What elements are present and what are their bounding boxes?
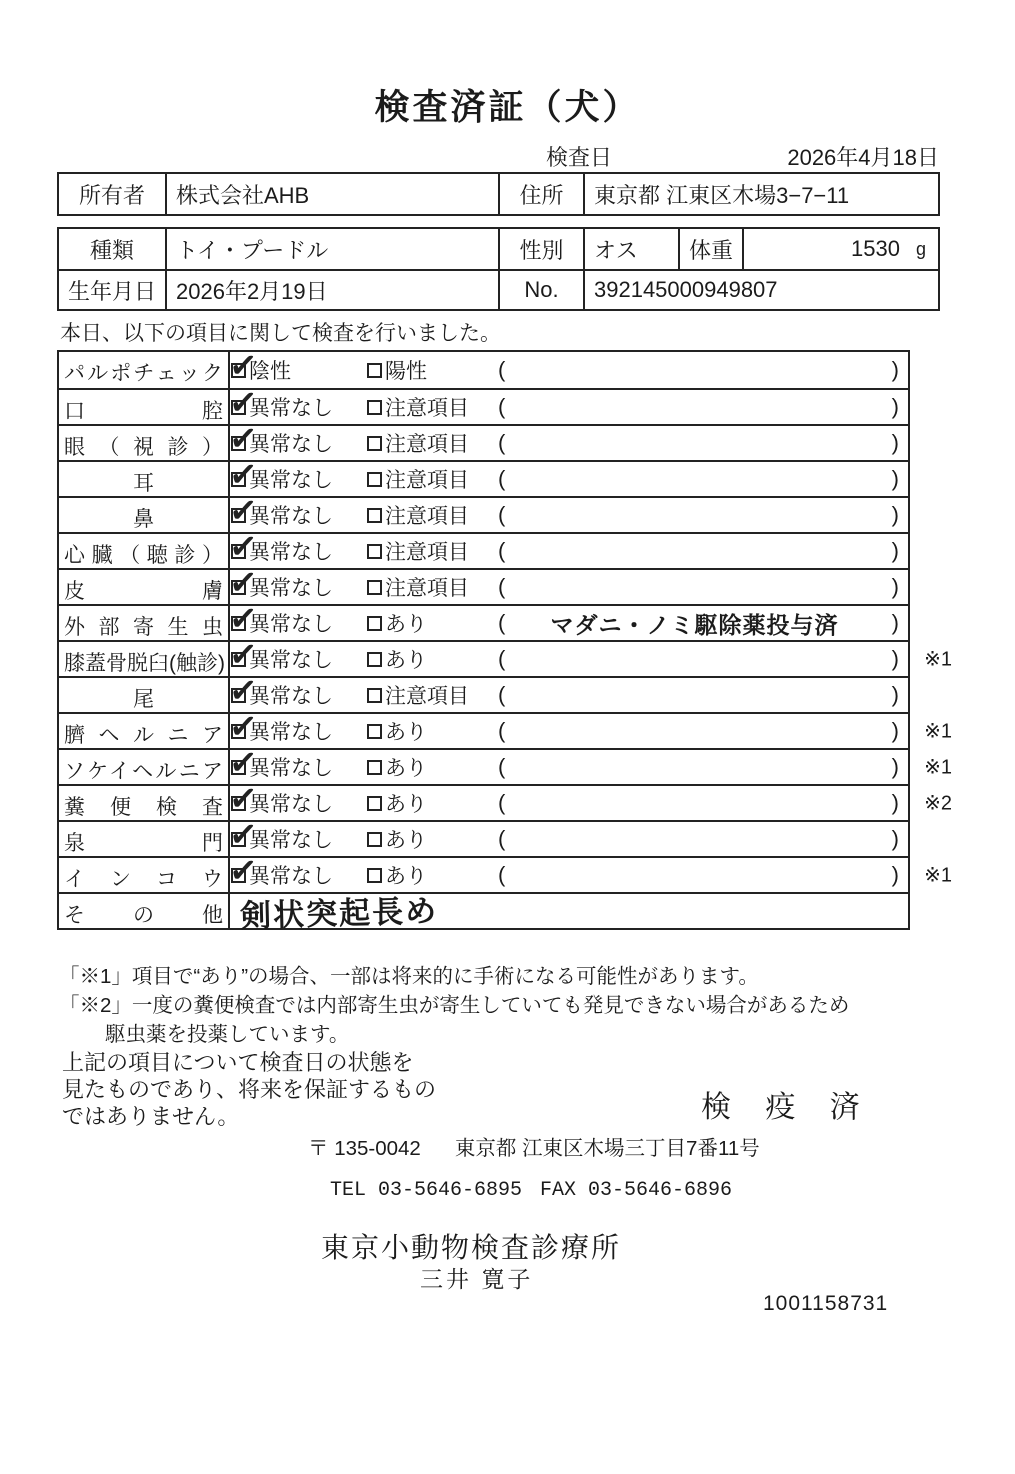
checkmark-icon: ✓ <box>227 778 260 819</box>
result-option-1 <box>227 850 333 892</box>
exam-item-label: 心臓（聴診） <box>59 534 230 568</box>
paren-close: ) <box>891 862 899 887</box>
exam-row <box>59 814 908 856</box>
disclaimer-line-1: 上記の項目について検査日の状態を <box>62 1050 414 1075</box>
exam-item-label: 糞便検査 <box>59 786 230 820</box>
checkbox-icon <box>227 670 260 711</box>
result-option-1-label: 異常なし <box>249 397 333 420</box>
result-option-2 <box>367 352 427 388</box>
result-option-2 <box>367 606 427 640</box>
result-option-2 <box>367 642 427 676</box>
clinic-postal-line <box>308 1131 760 1161</box>
exam-item-result <box>227 850 908 892</box>
checkbox-icon <box>227 598 260 639</box>
result-option-2-label: あり <box>385 865 427 888</box>
result-option-2-label: 注意項目 <box>385 433 469 456</box>
exam-row <box>59 892 908 934</box>
result-option-1 <box>227 670 333 712</box>
result-option-1 <box>227 598 333 640</box>
result-option-2-label: 注意項目 <box>385 397 469 420</box>
result-option-1-label: 異常なし <box>249 829 333 852</box>
exam-item-label: 外部寄生虫 <box>59 606 230 640</box>
exam-item-result <box>227 706 908 748</box>
checkmark-icon: ✓ <box>227 814 260 855</box>
footnote-1: 「※1」項目で“あり”の場合、一部は将来的に手術になる可能性があります。 <box>59 965 759 988</box>
result-option-1-label: 異常なし <box>249 721 333 744</box>
paren-open: ( <box>498 718 506 743</box>
pet-species-row <box>59 229 938 269</box>
footnote-2-continued: 駆虫薬を投薬しています。 <box>105 1023 350 1046</box>
result-option-2-label: 陽性 <box>385 360 427 383</box>
result-option-2 <box>367 750 427 784</box>
exam-item-result <box>227 490 908 532</box>
result-option-2 <box>367 534 469 568</box>
weight-label: 体重 <box>678 229 742 269</box>
intro-sentence: 本日、以下の項目に関して検査を行いました。 <box>60 322 501 345</box>
owner-row <box>59 174 938 214</box>
result-option-1 <box>227 562 333 604</box>
exam-row <box>59 454 908 496</box>
paren-close: ) <box>891 754 899 779</box>
result-option-1-label: 異常なし <box>249 433 333 456</box>
clinic-tel: TEL 03-5646-6895 <box>330 1179 523 1202</box>
paren-open: ( <box>498 826 506 851</box>
serial-number: 1001158731 <box>763 1292 889 1315</box>
sex-value: オス <box>583 229 678 269</box>
checkbox-icon <box>367 400 382 415</box>
birthdate-label: 生年月日 <box>67 278 156 304</box>
exam-item-label: 皮膚 <box>59 570 230 604</box>
result-option-2-label: あり <box>385 649 427 672</box>
result-option-2-label: あり <box>385 829 427 852</box>
result-option-2-label: あり <box>385 721 427 744</box>
checkbox-icon <box>367 832 382 847</box>
checkbox-icon <box>367 363 382 378</box>
owner-address-value: 東京都 江東区木場3−7−11 <box>583 174 938 214</box>
exam-item-label: 鼻 <box>59 498 230 532</box>
result-option-2 <box>367 678 469 712</box>
footnote-reference: ※1 <box>924 648 952 671</box>
paren-open: ( <box>498 646 506 671</box>
exam-row <box>59 562 908 604</box>
exam-row <box>59 634 952 676</box>
result-option-2 <box>367 786 427 820</box>
checkbox-icon <box>227 454 260 495</box>
exam-item-result <box>227 814 908 856</box>
exam-item-result <box>227 454 908 496</box>
result-option-1 <box>227 418 333 460</box>
disclaimer-line-2: 見たものであり、将来を保証するもの <box>62 1077 437 1102</box>
paren-open: ( <box>498 357 506 382</box>
weight-value: 1530 <box>851 236 900 261</box>
exam-item-label: 口腔 <box>59 390 230 424</box>
checkbox-icon <box>367 724 382 739</box>
handwritten-note: 剣状突起長め <box>239 893 439 934</box>
paren-close: ) <box>891 610 899 635</box>
paren-open: ( <box>498 862 506 887</box>
paren-open: ( <box>498 754 506 779</box>
exam-item-label: インコウ <box>59 858 230 892</box>
paren-close: ) <box>891 646 899 671</box>
result-option-1 <box>227 490 333 532</box>
exam-row <box>59 670 908 712</box>
result-option-2 <box>367 714 427 748</box>
exam-row <box>59 598 908 640</box>
paren-close: ) <box>891 826 899 851</box>
paren-open: ( <box>498 430 506 455</box>
exam-item-label: 眼（視診） <box>59 426 230 460</box>
paren-open: ( <box>498 394 506 419</box>
result-option-2-label: あり <box>385 793 427 816</box>
checkmark-icon: ✓ <box>227 490 260 531</box>
exam-item-result <box>227 562 908 604</box>
paren-close: ) <box>891 682 899 707</box>
footnote-reference: ※1 <box>924 720 952 743</box>
checkmark-icon: ✓ <box>227 345 260 386</box>
result-option-1 <box>227 706 333 748</box>
result-option-2-label: 注意項目 <box>385 685 469 708</box>
checkbox-icon <box>227 526 260 567</box>
checkbox-icon <box>227 634 260 675</box>
owner-value: 株式会社AHB <box>165 174 498 214</box>
result-option-1 <box>227 345 291 388</box>
result-option-2 <box>367 570 469 604</box>
checkbox-icon <box>227 382 260 423</box>
result-option-2-label: 注意項目 <box>385 577 469 600</box>
owner-label: 所有者 <box>78 182 145 208</box>
checkbox-icon <box>227 345 260 386</box>
checkbox-icon <box>227 742 260 783</box>
exam-item-label: 膝蓋骨脱臼(触診) <box>59 642 230 676</box>
sex-label: 性別 <box>498 229 583 269</box>
result-option-1-label: 異常なし <box>249 757 333 780</box>
paren-open: ( <box>498 502 506 527</box>
checkbox-icon <box>367 868 382 883</box>
page-title: 検査済証（犬） <box>374 88 641 127</box>
paren-open: ( <box>498 682 506 707</box>
footnote-reference: ※1 <box>924 756 952 779</box>
checkbox-icon <box>367 436 382 451</box>
result-option-1 <box>227 742 333 784</box>
exam-row <box>59 778 952 820</box>
checkbox-icon <box>367 796 382 811</box>
paren-close: ) <box>891 357 899 382</box>
result-option-2-label: 注意項目 <box>385 505 469 528</box>
disclaimer-line-3: ではありません。 <box>62 1104 240 1129</box>
paren-close: ) <box>891 394 899 419</box>
species-label: 種類 <box>89 237 134 263</box>
checkbox-icon <box>227 706 260 747</box>
exam-row <box>59 418 908 460</box>
exam-item-label: パルポチェック <box>59 352 230 388</box>
checkbox-icon <box>227 418 260 459</box>
result-option-1 <box>227 778 333 820</box>
result-option-2-label: 注意項目 <box>385 469 469 492</box>
paren-close: ) <box>891 502 899 527</box>
exam-item-result <box>227 778 908 820</box>
result-option-1-label: 異常なし <box>249 793 333 816</box>
checkbox-icon <box>367 652 382 667</box>
number-label: No. <box>498 271 583 309</box>
result-option-1 <box>227 814 333 856</box>
result-option-1-label: 異常なし <box>249 865 333 888</box>
exam-row <box>59 345 908 388</box>
checkmark-icon: ✓ <box>227 526 260 567</box>
exam-row <box>59 382 908 424</box>
checkbox-icon <box>367 760 382 775</box>
exam-item-label: 泉門 <box>59 822 230 856</box>
clinic-address: 東京都 江東区木場三丁目7番11号 <box>454 1137 760 1160</box>
exam-item-label: その他 <box>59 894 230 928</box>
result-option-1-label: 異常なし <box>249 649 333 672</box>
exam-table <box>57 345 952 934</box>
exam-item-label: 臍ヘルニア <box>59 714 230 748</box>
exam-item-result <box>227 742 908 784</box>
pet-info-table <box>57 227 940 311</box>
exam-item-result <box>227 634 908 676</box>
exam-item-result <box>227 345 908 388</box>
disclaimer <box>62 1049 436 1130</box>
result-option-1-label: 異常なし <box>249 541 333 564</box>
result-option-2 <box>367 390 469 424</box>
footnote-reference: ※2 <box>924 792 952 815</box>
checkmark-icon: ✓ <box>227 634 260 675</box>
clinic-telfax-line <box>330 1179 732 1202</box>
paren-close: ) <box>891 466 899 491</box>
number-value: 392145000949807 <box>583 271 938 309</box>
checkmark-icon: ✓ <box>227 562 260 603</box>
paren-open: ( <box>498 466 506 491</box>
paren-close: ) <box>891 538 899 563</box>
exam-item-result <box>230 893 908 934</box>
checkbox-icon <box>227 778 260 819</box>
exam-row <box>59 526 908 568</box>
checkmark-icon: ✓ <box>227 382 260 423</box>
checkbox-icon <box>367 508 382 523</box>
weight-unit: g <box>915 238 926 259</box>
exam-item-label: ソケイヘルニア <box>59 750 230 784</box>
pet-birth-row <box>59 269 938 309</box>
result-option-1 <box>227 382 333 424</box>
exam-item-result <box>227 670 908 712</box>
handwritten-note: マダニ・ノミ駆除薬投与済 <box>550 611 839 638</box>
result-option-1-label: 異常なし <box>249 613 333 636</box>
checkmark-icon: ✓ <box>227 850 260 891</box>
paren-close: ) <box>891 574 899 599</box>
postal-code: 〒 135-0042 <box>308 1137 421 1160</box>
checkmark-icon: ✓ <box>227 670 260 711</box>
result-option-1-label: 異常なし <box>249 505 333 528</box>
inspection-date-label: 検査日 <box>546 145 613 170</box>
result-option-1 <box>227 454 333 496</box>
result-option-2 <box>367 426 469 460</box>
paren-close: ) <box>891 430 899 455</box>
clinic-fax: FAX 03-5646-6896 <box>540 1179 733 1202</box>
checkbox-icon <box>367 472 382 487</box>
exam-item-result <box>227 526 908 568</box>
checkbox-icon <box>367 544 382 559</box>
result-option-1-label: 異常なし <box>249 577 333 600</box>
result-option-2 <box>367 498 469 532</box>
exam-item-label: 耳 <box>59 462 230 496</box>
result-option-2 <box>367 822 427 856</box>
checkmark-icon: ✓ <box>227 598 260 639</box>
exam-row <box>59 706 952 748</box>
weight-value-cell <box>742 229 938 269</box>
exam-item-label: 尾 <box>59 678 230 712</box>
result-option-1-label: 異常なし <box>249 685 333 708</box>
owner-address-label: 住所 <box>498 174 583 214</box>
result-option-1-label: 異常なし <box>249 469 333 492</box>
species-value: トイ・プードル <box>165 229 498 269</box>
result-option-1-label: 陰性 <box>249 360 291 383</box>
exam-row <box>59 742 952 784</box>
result-option-1 <box>227 634 333 676</box>
birthdate-value: 2026年2月19日 <box>165 271 498 309</box>
result-option-2 <box>367 462 469 496</box>
checkbox-icon <box>227 490 260 531</box>
checkbox-icon <box>227 562 260 603</box>
checkbox-icon <box>367 580 382 595</box>
checkmark-icon: ✓ <box>227 418 260 459</box>
result-option-2-label: あり <box>385 613 427 636</box>
checkmark-icon: ✓ <box>227 742 260 783</box>
paren-open: ( <box>498 610 506 635</box>
veterinarian-name: 三井 寛子 <box>420 1266 534 1292</box>
checkmark-icon: ✓ <box>227 706 260 747</box>
checkbox-icon <box>367 616 382 631</box>
result-option-2-label: 注意項目 <box>385 541 469 564</box>
paren-open: ( <box>498 790 506 815</box>
exam-row <box>59 490 908 532</box>
exam-item-result <box>227 418 908 460</box>
paren-close: ) <box>891 718 899 743</box>
exam-item-result <box>227 598 908 640</box>
inspection-date-value: 2026年4月18日 <box>787 145 939 170</box>
footnote-reference: ※1 <box>924 864 952 887</box>
footnote-2: 「※2」一度の糞便検査では内部寄生虫が寄生していても発見できない場合があるため <box>59 994 850 1017</box>
paren-open: ( <box>498 574 506 599</box>
exam-item-result <box>227 382 908 424</box>
result-option-1 <box>227 526 333 568</box>
checkbox-icon <box>367 688 382 703</box>
result-option-2-label: あり <box>385 757 427 780</box>
quarantine-stamp: 検 疫 済 <box>701 1091 873 1124</box>
paren-open: ( <box>498 538 506 563</box>
checkmark-icon: ✓ <box>227 454 260 495</box>
exam-row <box>59 850 952 892</box>
clinic-name: 東京小動物検査診療所 <box>321 1232 622 1263</box>
owner-table <box>57 172 940 216</box>
checkbox-icon <box>227 814 260 855</box>
footnotes <box>59 962 849 1049</box>
checkbox-icon <box>227 850 260 891</box>
paren-close: ) <box>891 790 899 815</box>
